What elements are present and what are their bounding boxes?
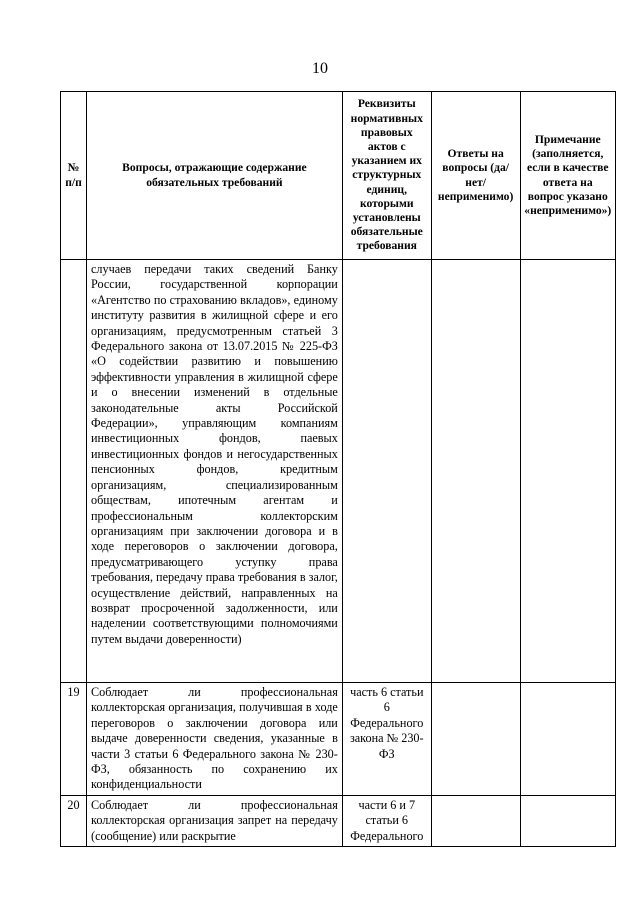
- row-question: Соблюдает ли профессиональная коллекторская организация, получившая в ходе переговоров о заключении договора или выдаче доверенности сведения, указанные в части 3 статьи 6 Федерального закона № 230-ФЗ, обязанность по сохранению их конфиденциальности: [87, 683, 343, 796]
- row-answer-cell[interactable]: [431, 795, 520, 846]
- row-question: Соблюдает ли профессиональная коллекторская организация запрет на передачу (сообщение) или раскрытие: [87, 795, 343, 846]
- header-question: Вопросы, отражающие содержание обязательных требований: [87, 92, 343, 260]
- table-row: [61, 795, 616, 846]
- table-row: [61, 683, 616, 796]
- row-question: случаев передачи таких сведений Банку России, государственной корпорации «Агентство по страхованию вкладов», единому институту развития в жилищной сфере и его организациям, предусмотренным статьей 3 Федерального закона от 13.07.2015 № 225-ФЗ «О содействии развитию и повышению эффективности управления в жилищной сфере и о внесении изменений в отдельные законодательные акты Российской Федерации», управляющим компаниям инвестиционных фондов, паевых инвестиционных фондов и негосударственных пенсионных фондов, кредитным организациям, специализированным обществам, ипотечным агентам и профессиональным коллекторским организациям при заключении договора и в ходе переговоров о заключении договора, предусматривающего уступку права требования, передачу права требования в залог, осуществление действий, направленных на возврат просроченной задолженности, или наделении соответствующими полномочиями путем выдачи доверенности): [87, 260, 343, 683]
- row-requisites: [342, 260, 431, 683]
- row-note-cell[interactable]: [520, 795, 615, 846]
- row-num: 20: [61, 795, 87, 846]
- row-requisites: части 6 и 7 статьи 6 Федерального: [342, 795, 431, 846]
- page-number: 10: [312, 60, 328, 77]
- row-note-cell[interactable]: [520, 260, 615, 683]
- requirements-table: [60, 91, 616, 847]
- row-requisites: часть 6 статьи 6 Федерального закона № 230-ФЗ: [342, 683, 431, 796]
- table-row: [61, 260, 616, 683]
- row-answer-cell[interactable]: [431, 683, 520, 796]
- header-note: Примечание (заполняется, если в качестве ответа на вопрос указано «неприменимо»): [520, 92, 615, 260]
- row-num: [61, 260, 87, 683]
- row-answer-cell[interactable]: [431, 260, 520, 683]
- header-requisites: Реквизиты нормативных правовых актов с указанием их структурных единиц, которыми установлены обязательные требования: [342, 92, 431, 260]
- table-header-row: [61, 92, 616, 260]
- row-note-cell[interactable]: [520, 683, 615, 796]
- row-num: 19: [61, 683, 87, 796]
- header-answers: Ответы на вопросы (да/нет/ неприменимо): [431, 92, 520, 260]
- header-num: № п/п: [61, 92, 87, 260]
